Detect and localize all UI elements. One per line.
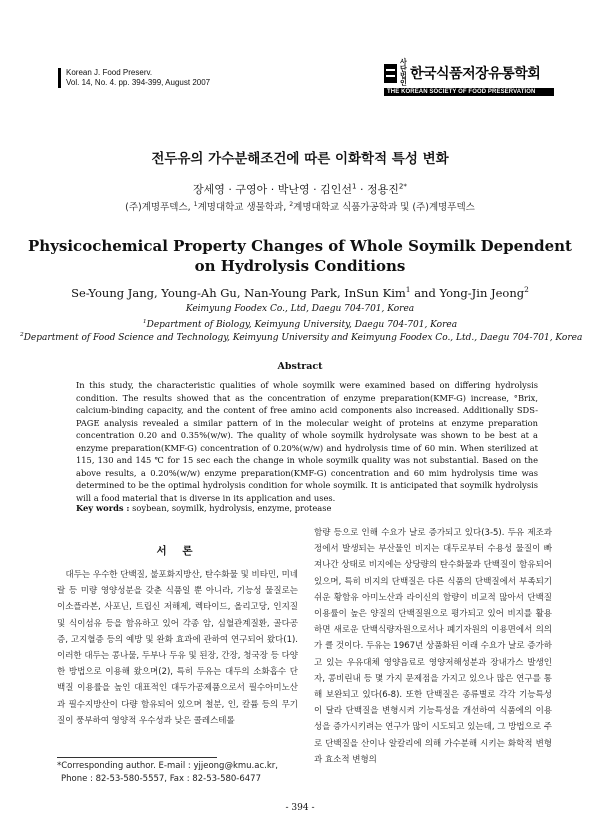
affil-en-3-text: Department of Food Science and Technology, Keimyung University and Keimyung Foodex Co., Ltd., Daegu 704-701, Korea bbox=[23, 333, 583, 343]
authors-en-last: and Yong-Jin Jeong bbox=[410, 286, 525, 300]
authors-ko-sup1: 1 bbox=[351, 181, 357, 191]
affiliation-english-1: Keimyung Foodex Co., Ltd, Daegu 704-701, Korea bbox=[185, 304, 415, 314]
section-heading-introduction: 서 론 bbox=[156, 545, 199, 557]
authors-english bbox=[20, 286, 580, 300]
affil-ko-sup1: 1 bbox=[193, 200, 198, 208]
society-logo-block bbox=[384, 59, 554, 96]
keywords bbox=[76, 503, 331, 513]
authors-ko-main: 장세영 · 구영아 · 박난영 · 김인선 bbox=[192, 183, 352, 196]
society-prefix: 사단법인 bbox=[400, 59, 407, 87]
authors-en-main: Se-Young Jang, Young-Ah Gu, Nan-Young Park, InSun Kim bbox=[71, 286, 406, 300]
affil-ko-3: 계명대학교 식품가공학과 및 (주)계명푸덱스 bbox=[293, 202, 475, 213]
affil-ko-1: (주)계명푸덱스, bbox=[125, 202, 194, 213]
affiliation-english-2 bbox=[20, 320, 580, 330]
authors-ko-last: · 정용진 bbox=[356, 183, 399, 196]
journal-name: Korean J. Food Preserv. bbox=[66, 68, 153, 77]
body-left-paragraph: 대두는 우수한 단백질, 불포화지방산, 탄수화물 및 비타민, 미네랄 등 미량 영양성분을 갖춘 식품일 뿐 아니라, 기능성 물질로는 이소플라본, 사포닌, 트립신 저해제, 렉타이드, 올리고당, 인지질 및 식이섬유 등을 함유하고 있어 각종 암, 심혈관계질환, 골다공증, 고지혈증 등의 예방 및 완화 효과에 관하여 연구되어 왔다(1). 이러한 대두는 콩나물, 두부나 두유 및 된장, 간장, 청국장 등 다양한 방법으로 이용해 왔으며(2), 특히 두유는 대두의 소화흡수 단백질 이용률을 높인 대표적인 대두가공제품으로서 필수아미노산과 필수지방산이 다량 함유되어 있으며 철분, 인, 칼륨 등의 무기질이 풍부하여 영양적 우수성과 낮은 콜레스테롤 bbox=[57, 570, 298, 726]
affiliation-english-3 bbox=[20, 332, 583, 343]
affil-en-2-sup: 1 bbox=[142, 319, 147, 325]
footnote-line-1: *Corresponding author. E-mail : yjjeong@kmu.ac.kr, bbox=[57, 761, 278, 771]
footnote-line-2: Phone : 82-53-580-5557, Fax : 82-53-580-6477 bbox=[61, 774, 261, 784]
abstract-heading: Abstract bbox=[277, 361, 323, 372]
body-column-right bbox=[314, 525, 552, 768]
journal-volume: Vol. 14, No. 4. pp. 394-399, August 2007 bbox=[66, 78, 211, 87]
page-number: - 394 - bbox=[285, 803, 315, 813]
affiliations-korean bbox=[20, 199, 580, 213]
affil-ko-sup2: 2 bbox=[289, 200, 294, 208]
abstract-text: In this study, the characteristic qualities of whole soymilk were examined based on differing hydrolysis condition. The results showed that as the concentration of enzyme preparation(KMF-G) increase, °Brix, calcium-binding capacity, and the content of free amino acid components also increased. Additionally SDS-PAGE analysis revealed a similar pattern of in the molecular weight of proteins at enzyme preparation concentration 0.20 and 0.35%(w/w). The quality of whole soymilk hydrolysate was shown to be best at a enzyme preparation(KMF-G) concentration of 0.20%(w/w) and hydrolysis time of 60 min. When sterilized at 115, 130 and 145 ℃ for 15 sec each the change in whole soymilk quality was not substantial. Based on the above results, a 0.20%(w/w) enzyme preparation(KMF-G) concentration and 60 mim hydrolysis time was determined to be the optimal hydrolysis condition for whole soymilk. It is anticipated that soymilk hydrolysis will a food material that is diverse in its application and uses. bbox=[76, 380, 538, 503]
footnote-corresponding-author bbox=[57, 760, 278, 786]
affil-en-3-sup: 2 bbox=[20, 332, 24, 338]
society-name-ko: 한국식품저장유통학회 bbox=[410, 65, 541, 81]
society-name-en: THE KOREAN SOCIETY OF FOOD PRESERVATION bbox=[384, 88, 554, 96]
authors-ko-sup2: 2* bbox=[398, 181, 408, 191]
journal-citation bbox=[58, 68, 210, 88]
affil-ko-2: 계명대학교 생물학과, bbox=[197, 202, 290, 213]
title-korean: 전두유의 가수분해조건에 따른 이화학적 특성 변화 bbox=[151, 151, 449, 167]
keywords-list: soybean, soymilk, hydrolysis, enzyme, protease bbox=[132, 503, 332, 513]
authors-en-sup1: 1 bbox=[405, 285, 411, 295]
body-column-left bbox=[57, 567, 298, 729]
authors-korean bbox=[20, 181, 580, 197]
footnote-divider bbox=[57, 757, 217, 758]
keywords-label: Key words : bbox=[76, 503, 130, 513]
title-english: Physicochemical Property Changes of Whole Soymilk Dependent on Hydrolysis Conditions bbox=[28, 237, 572, 275]
society-logo-icon bbox=[384, 64, 397, 83]
affil-en-2-text: Department of Biology, Keimyung University, Daegu 704-701, Korea bbox=[146, 320, 458, 330]
authors-en-sup2: 2 bbox=[524, 285, 529, 295]
body-right-paragraph: 함량 등으로 인해 수요가 날로 증가되고 있다(3-5). 두유 제조과정에서 발생되는 부산물인 비지는 대두로부터 수용성 물질이 빠져나간 상태로 비지에는 상당량의 탄수화물과 단백질이 함유되어 있으며, 특히 비지의 단백질은 다른 식품의 단백질에서 부족되기 쉬운 황함유 아미노산과 라이신의 함량이 비교적 많아서 단백질 이용률이 높은 양질의 단백질원으로 평가되고 있어 비지를 활용하면 새로운 단백식량자원으로서나 폐기자원의 이용면에서 의의가 클 것이다. 두유는 1967년 상품화된 이래 수요가 날로 증가하고 있는 우유대체 영양음료로 영양저해성분과 장내가스 발생인자, 콩비린내 등 몇 가지 문제점을 가지고 있으나 많은 연구를 통해 보완되고 있다(6-8). 또한 단백질은 종류별로 각각 기능특성이 달라 단백질을 변형시켜 기능특성을 개선하여 식품에의 이용성을 증가시키려는 연구가 많이 시도되고 있는데, 그 방법으로 주로 단백질을 산이나 알칼리에 의해 가수분해 시키는 화학적 변형과 효소적 변형의 bbox=[314, 528, 552, 765]
